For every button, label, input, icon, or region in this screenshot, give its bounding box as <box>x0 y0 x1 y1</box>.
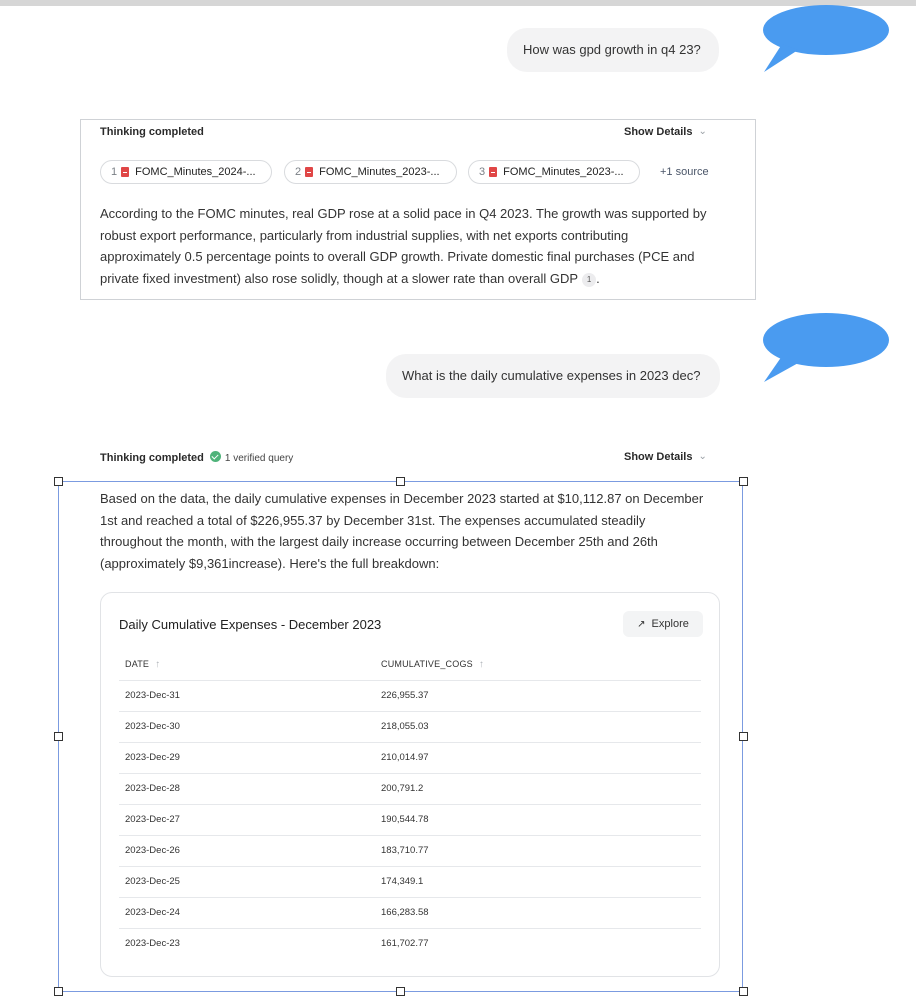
cell-date: 2023-Dec-27 <box>125 814 180 825</box>
resize-handle[interactable] <box>739 477 748 486</box>
cell-date: 2023-Dec-29 <box>125 752 180 763</box>
explore-button[interactable] <box>623 611 703 637</box>
row-divider <box>119 711 701 712</box>
row-divider <box>119 680 701 681</box>
resize-handle[interactable] <box>396 987 405 996</box>
verified-check-icon <box>210 451 221 462</box>
row-divider <box>119 773 701 774</box>
cell-cumulative-cogs: 200,791.2 <box>381 783 424 794</box>
answer-line: According to the FOMC minutes, real GDP rose at a solid pace in Q4 2023. The growth was supported by <box>100 206 707 221</box>
row-divider <box>119 928 701 929</box>
cell-date: 2023-Dec-26 <box>125 845 180 856</box>
more-sources-link[interactable]: +1 source <box>660 166 709 178</box>
column-header-label: DATE <box>125 659 150 669</box>
answer-line: robust export performance, particularly from industrial supplies, with net exports contributing <box>100 227 629 243</box>
thinking-status: Thinking completed <box>100 126 204 138</box>
column-header-cumulative-cogs[interactable] <box>381 659 484 670</box>
resize-handle[interactable] <box>739 732 748 741</box>
pdf-icon <box>489 167 497 177</box>
row-divider <box>119 804 701 805</box>
cell-cumulative-cogs: 190,544.78 <box>381 814 429 825</box>
source-chip[interactable] <box>284 160 457 184</box>
resize-handle[interactable] <box>54 732 63 741</box>
row-divider <box>119 897 701 898</box>
thinking-status-row <box>100 451 293 464</box>
cell-date: 2023-Dec-24 <box>125 907 180 918</box>
answer-line-end: . <box>596 270 600 286</box>
explore-label: Explore <box>651 618 689 630</box>
answer-line: Based on the data, the daily cumulative expenses in December 2023 started at $10,112.87 on December <box>100 491 704 506</box>
show-details-label: Show Details <box>624 451 693 463</box>
source-name: FOMC_Minutes_2023-... <box>319 166 440 178</box>
answer-line-text: private fixed investment) also rose solidly, though at a slower rate than overall GDP <box>100 270 579 286</box>
column-header-date[interactable] <box>125 659 160 670</box>
pdf-icon <box>305 167 313 177</box>
cell-date: 2023-Dec-31 <box>125 690 180 701</box>
cell-date: 2023-Dec-23 <box>125 938 180 949</box>
speech-bubble-icon <box>760 312 890 384</box>
resize-handle[interactable] <box>396 477 405 486</box>
row-divider <box>119 866 701 867</box>
cell-cumulative-cogs: 183,710.77 <box>381 845 429 856</box>
source-number: 1 <box>111 166 118 178</box>
chevron-down-icon: ⌄ <box>698 451 707 462</box>
answer-line <box>100 268 707 290</box>
row-divider <box>119 742 701 743</box>
source-chip[interactable] <box>100 160 272 184</box>
sort-arrow-icon: ↑ <box>478 659 485 670</box>
table-title: Daily Cumulative Expenses - December 2023 <box>119 617 382 632</box>
user-message <box>507 28 719 72</box>
sort-arrow-icon: ↑ <box>155 659 161 670</box>
resize-handle[interactable] <box>54 987 63 996</box>
chevron-down-icon: ⌄ <box>698 126 707 137</box>
speech-bubble-icon <box>760 4 890 72</box>
answer-line: approximately 0.5 percentage points to overall GDP growth. Private domestic final purchases (PCE and <box>100 249 695 264</box>
row-divider <box>119 835 701 836</box>
user-message-text: What is the daily cumulative expenses in 2023 dec? <box>402 368 701 383</box>
cell-date: 2023-Dec-30 <box>125 721 180 732</box>
answer-line: 1st and reached a total of $226,955.37 by December 31st. The expenses accumulated steadily <box>100 512 646 528</box>
show-details-label: Show Details <box>624 126 693 138</box>
citation-badge[interactable]: 1 <box>582 273 596 287</box>
column-header-label: CUMULATIVE_COGS <box>381 659 473 669</box>
expand-arrows-icon: ↗ <box>637 618 646 630</box>
verified-query-label[interactable]: 1 verified query <box>224 453 294 464</box>
user-message <box>386 354 720 398</box>
cell-date: 2023-Dec-28 <box>125 783 180 794</box>
show-details-toggle[interactable] <box>624 126 707 138</box>
resize-handle[interactable] <box>739 987 748 996</box>
pdf-icon <box>121 167 129 177</box>
cell-cumulative-cogs: 218,055.03 <box>381 721 429 732</box>
cell-cumulative-cogs: 210,014.97 <box>381 752 429 763</box>
cell-cumulative-cogs: 226,955.37 <box>381 690 429 701</box>
cell-cumulative-cogs: 166,283.58 <box>381 907 429 918</box>
answer-paragraph <box>100 203 707 289</box>
source-name: FOMC_Minutes_2023-... <box>503 166 624 178</box>
cell-cumulative-cogs: 174,349.1 <box>381 876 424 887</box>
thinking-status: Thinking completed <box>100 452 204 464</box>
user-message-text: How was gpd growth in q4 23? <box>523 42 701 57</box>
answer-line: (approximately $9,361increase). Here's the full breakdown: <box>100 555 440 571</box>
data-table-card <box>100 592 720 977</box>
answer-line: throughout the month, with the largest daily increase occurring between December 25th and 26th <box>100 534 658 549</box>
source-number: 3 <box>479 166 486 178</box>
show-details-toggle[interactable] <box>624 451 707 463</box>
cell-cumulative-cogs: 161,702.77 <box>381 938 429 949</box>
source-name: FOMC_Minutes_2024-... <box>135 166 256 178</box>
answer-paragraph <box>100 488 703 574</box>
cell-date: 2023-Dec-25 <box>125 876 180 887</box>
source-chip[interactable] <box>468 160 640 184</box>
resize-handle[interactable] <box>54 477 63 486</box>
source-number: 2 <box>295 166 302 178</box>
